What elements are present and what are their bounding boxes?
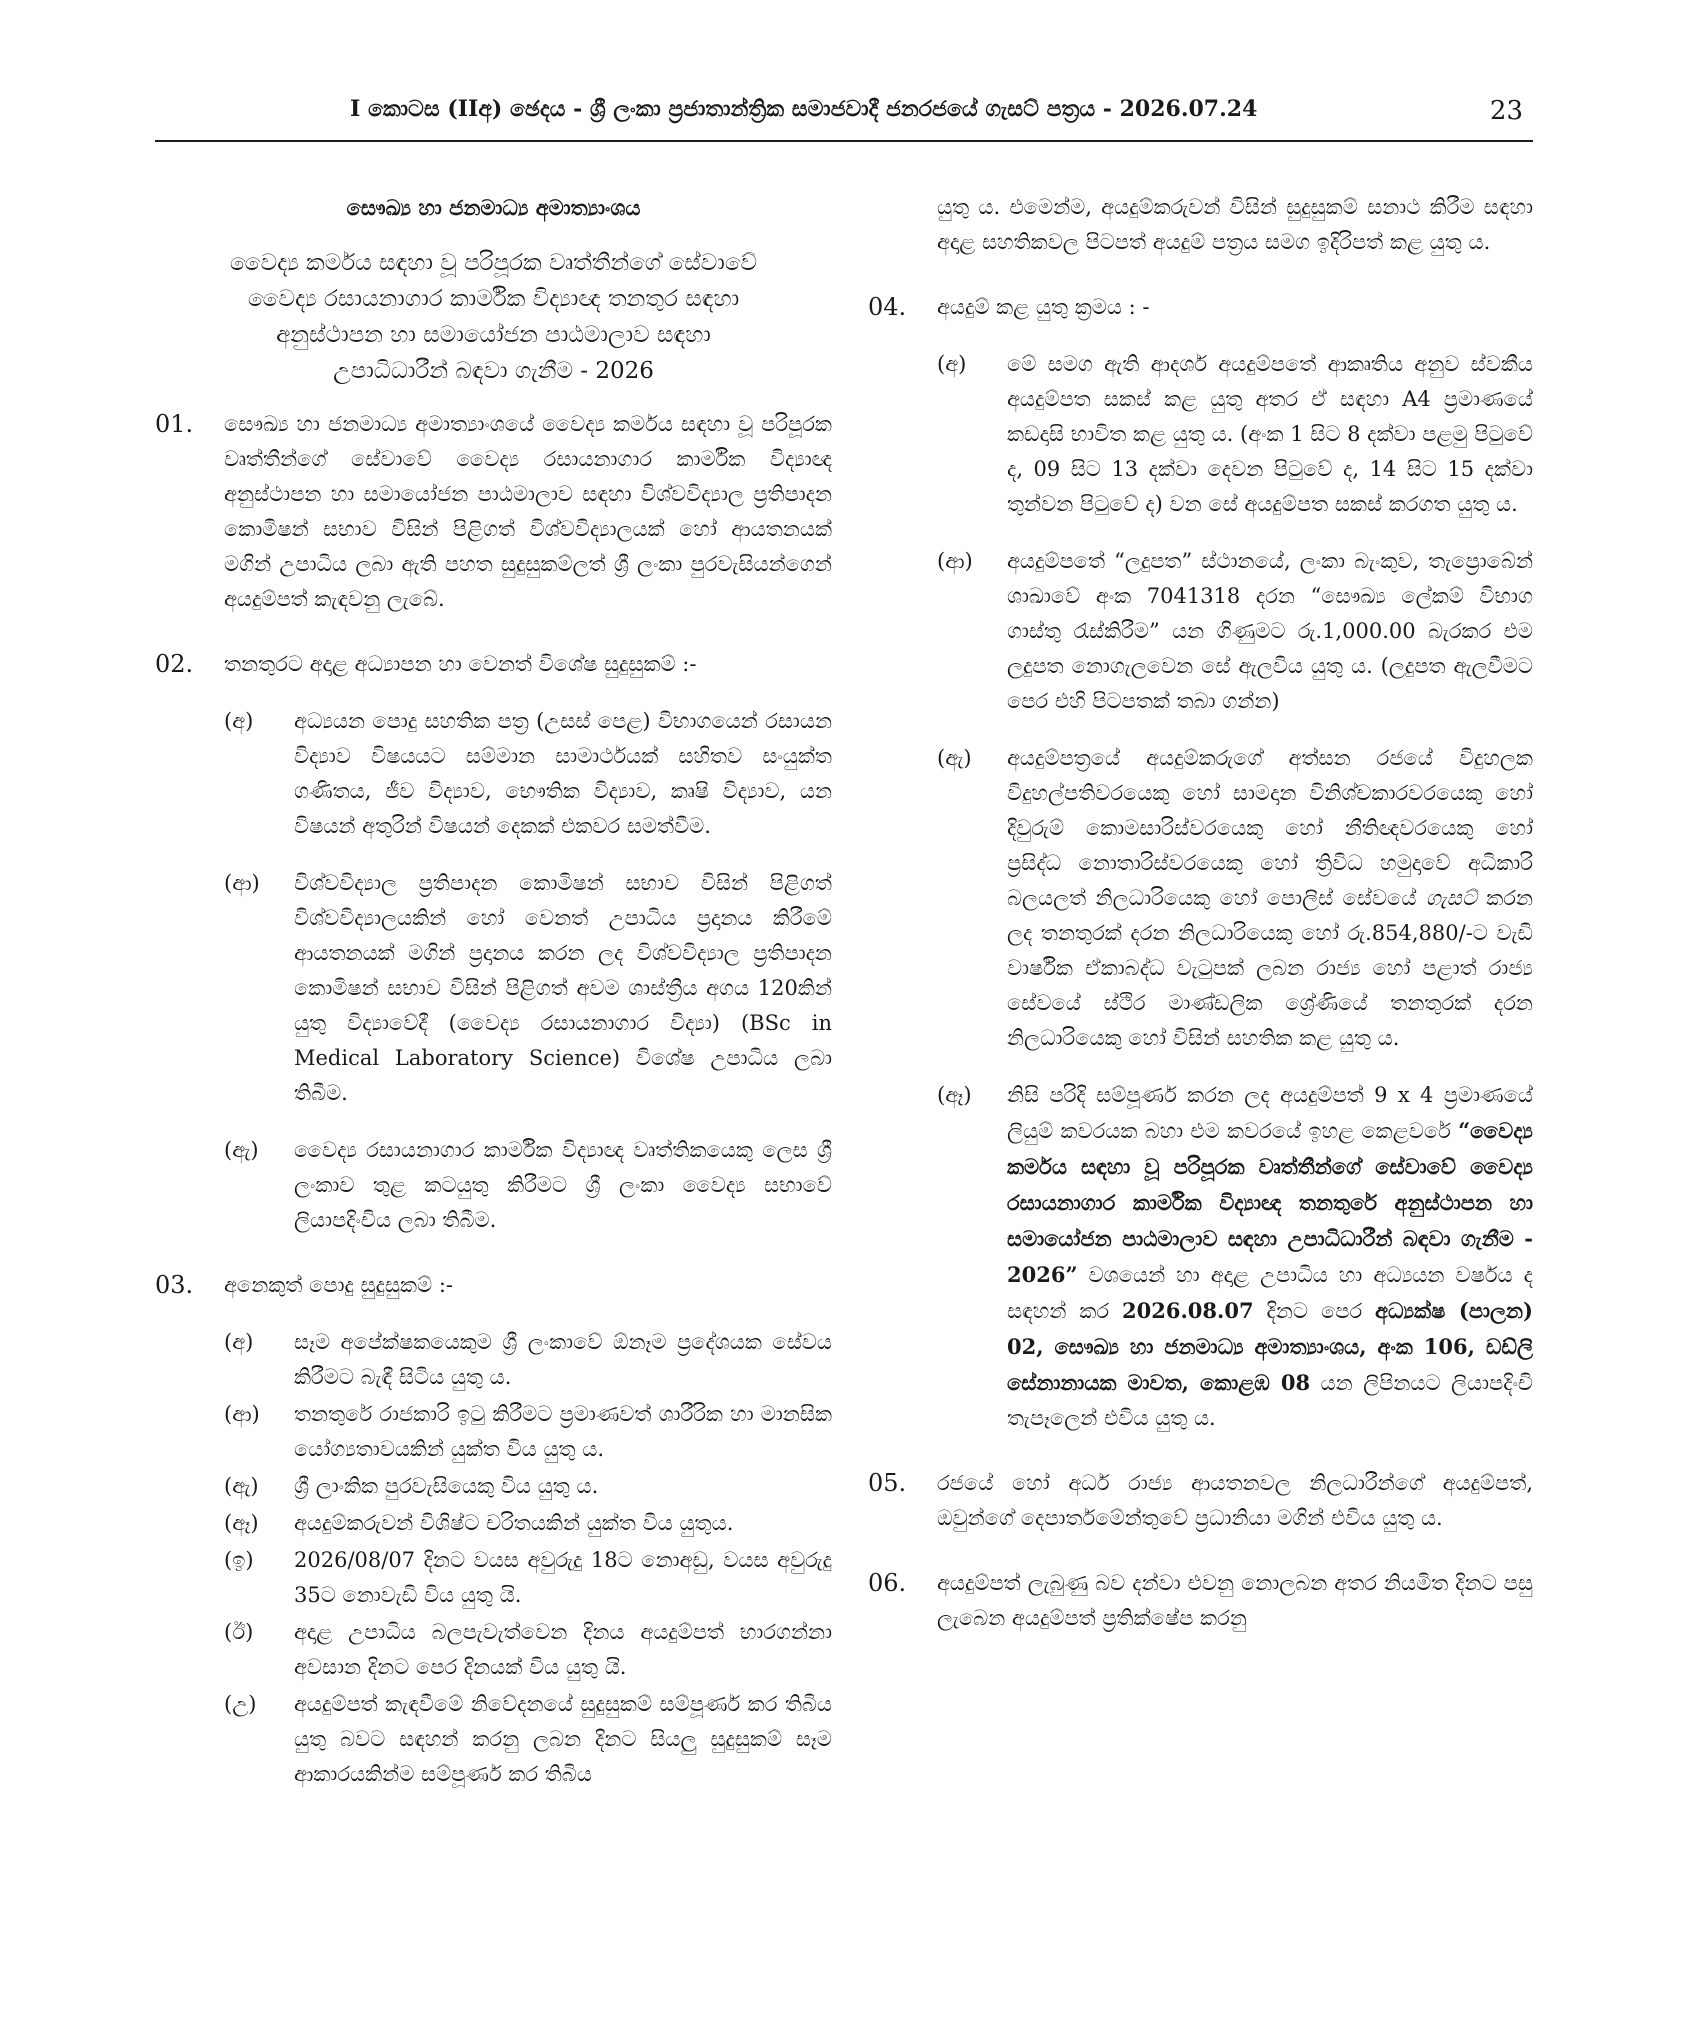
item-text-part: දිනට පෙර <box>1253 1299 1376 1323</box>
item-text: වෛද්‍ය රසායනාගාර කාර්මික විද්‍යාඥ වෘත්තිකයෙකු ලෙස ශ්‍රී ලංකාව තුළ කටයුතු කිරීමට ශ්‍රී ලංකා වෛද්‍ය සභාවේ ලියාපදිංචිය ලබා තිබීම. <box>294 1138 832 1232</box>
notice-title-line: වෛද්‍ය රසායනාගාර කාර්මික විද්‍යාඥ තනතුර සඳහා <box>247 286 740 312</box>
item-label: (ආ) <box>937 549 973 573</box>
item-text: මේ සමග ඇති ආදර්ශ අයදුම්පතේ ආකෘතිය අනුව ස්වකීය අයදුම්පත සකස් කළ යුතු අතර ඒ සඳහා A4 ප්‍රමාණයේ කඩදාසි භාවිත කළ යුතු ය. (අංක 1 සිට 8 දක්වා පළමු පිටුවේ ද, 09 සිට 13 දක්වා දෙවන පිටුවේ ද, 14 සිට 15 දක්වා තුන්වන පිටුවේ ද) වන සේ අයදුම්පත සකස් කරගත යුතු ය. <box>1007 352 1533 516</box>
item-label: (ඊ) <box>224 1620 254 1644</box>
item-text: විශ්වවිද්‍යාල ප්‍රතිපාදන කොමිෂන් සභාව විසින් පිළිගත් විශ්වවිද්‍යාලයකින් හෝ වෙනත් උපාධිය ප්‍රදානය කිරීමේ ආයතනයක් මගින් ප්‍රදානය කරන ලද විශ්වවිද්‍යාල ප්‍රතිපාදන කොමිෂන් සභාව විසින් පිළිගත් අවම ශාස්ත්‍රීය අගය 120කින් යුතු විද්‍යාවේදී (වෛද්‍ය රසායනාගාර විද්‍යා) (BSc in Medical Laboratory Science) විශේෂ උපාධිය ලබා තිබීම. <box>294 871 832 1105</box>
item-label: (ඇ) <box>224 1138 259 1162</box>
item-text: 2026/08/07 දිනට වයස අවුරුදු 18ට නොඅඩු, වයස අවුරුදු 35ට නොවැඩි විය යුතු යි. <box>294 1548 832 1607</box>
item-text: අධ්‍යයන පොදු සහතික පත්‍ර (උසස් පෙළ) විභාගයෙන් රසායන විද්‍යාව විෂයයට සම්මාන සාමාර්ථයක් සහිතව සංයුක්ත ගණිතය, ජීව විද්‍යාව, භෞතික විද්‍යාව, කෘෂි විද්‍යාව, යන විෂයන් අතුරින් විෂයන් දෙකක් එකවර සමත්වීම. <box>294 709 832 838</box>
section-text: අයදුම් කළ යුතු ක්‍රමය : - <box>937 295 1150 319</box>
ministry-heading: සෞඛ්‍ය හා ජනමාධ්‍ය අමාත්‍යාංශය <box>346 195 641 220</box>
item-label: (ඈ) <box>224 1511 259 1535</box>
section-number: 06. <box>868 1569 907 1597</box>
gazette-header-title: I කොටස (IIඅ) ඡෙදය - ශ්‍රී ලංකා ප්‍රජාතාන්ත්‍රික සමාජවාදී ජනරජයේ ගැසට් පත්‍රය - 2026.07.24 <box>350 96 1258 122</box>
closing-date: 2026.08.07 <box>1122 1298 1254 1323</box>
notice-title-line: වෛද්‍ය කර්මය සඳහා වූ පරිපූරක වෘත්තීන්ගේ සේවාවේ <box>229 250 758 276</box>
item-text-part: යන ලිපිනයට ලියාපදිංචි තැපෑලෙන් එවිය යුතු ය. <box>1007 1371 1533 1430</box>
item-text <box>1007 741 1533 1056</box>
list-item <box>937 1078 1533 1436</box>
item-label: (ඈ) <box>937 1083 972 1107</box>
section-02 <box>155 647 832 1238</box>
item-text-italic: ගැසට් <box>1425 886 1477 910</box>
section-number: 04. <box>868 293 907 321</box>
item-text: ශ්‍රී ලාංකික පුරවැසියෙකු විය යුතු ය. <box>294 1474 599 1498</box>
item-label: (ආ) <box>224 871 260 895</box>
item-text-part: කරන ලද තනතුරක් දරන නිලධාරියෙකු හෝ රු.854,880/-ට වැඩි වාර්ෂික ඒකාබද්ධ වැටුපක් ලබන රාජ්‍ය හෝ පළාත් රාජ්‍ය සේවයේ ස්ථිර මාණ්ඩලික ශ්‍රේණියේ තනතුරක් දරන නිලධාරියෙකු හෝ විසින් සහතික කළ යුතු ය. <box>1007 886 1534 1050</box>
section-03 <box>155 1268 832 1792</box>
item-text: අයදුම්කරුවන් විශිෂ්ට චරිතයකින් යුක්ත විය යුතුය. <box>294 1511 734 1535</box>
item-text: අයදුම්පතේ “ලදුපත” ස්ථානයේ, ලංකා බැංකුව, තැප්‍රොබේන් ශාඛාවේ අංක 7041318 දරන “සෞඛ්‍ය ලේකම් විභාග ගාස්තු රැස්කිරීම” යන ගිණුමට රු.1,000.00 බැරකර එම ලදුපත නොගැලවෙන සේ ඇලවිය යුතු ය. (ලදුපත ඇලවීමට පෙර එහි පිටපතක් තබා ගන්න) <box>1007 549 1533 713</box>
envelope-caption: “වෛද්‍ය කර්මය සඳහා වූ පරිපූරක වෘත්තීන්ගේ සේවාවේ වෛද්‍ය රසායනාගාර කාර්මික විද්‍යාඥ තනතුරේ අනුස්ථාපන හා සමායෝජන පාඨමාලාව සඳහා උපාධිධාරීන් බඳවා ගැනීම - 2026” <box>1007 1118 1533 1287</box>
continued-text: යුතු ය. එමෙන්ම, අයදුම්කරුවන් විසින් සුදුසුකම් සනාථ කිරීම සඳහා අදාළ සහතිකවල පිටපත් අයදුම් පත්‍රය සමග ඉදිරිපත් කළ යුතු ය. <box>937 195 1533 254</box>
right-column <box>868 190 1533 1666</box>
section-text: අනෙකුත් පොදු සුදුසුකම් :- <box>224 1273 454 1297</box>
list-item <box>224 1469 832 1504</box>
item-text-part: නිසි පරිදි සම්පූර්ණ කරන ලද අයදුම්පත් 9 x 4 ප්‍රමාණයේ ලියුම් කවරයක බහා එම කවරයේ ඉහළ කෙළවරේ <box>1007 1083 1533 1143</box>
list-item <box>224 1506 832 1541</box>
section-01 <box>155 407 832 617</box>
page-number: 23 <box>1489 96 1523 126</box>
section-05 <box>868 1466 1533 1536</box>
item-label: (අ) <box>224 1330 254 1354</box>
section-text: රජයේ හෝ අර්ධ රාජ්‍ය ආයතනවල නිලධාරීන්ගේ අයදුම්පත්, ඔවුන්ගේ දෙපාර්තමේන්තුවේ ප්‍රධානියා මගින් එවිය යුතු ය. <box>937 1471 1533 1530</box>
section-number: 03. <box>155 1271 194 1299</box>
item-label: (ඉ) <box>224 1548 254 1572</box>
item-text <box>1007 1078 1533 1436</box>
item-text: තනතුරේ රාජකාරි ඉටු කිරීමට ප්‍රමාණවත් ශාරීරික හා මානසික යෝග්‍යතාවයකින් යුක්ත විය යුතු ය. <box>294 1402 832 1461</box>
item-text: සෑම අපේක්ෂකයෙකුම ශ්‍රී ලංකාවේ ඕනෑම ප්‍රදේශයක සේවය කිරීමට බැඳී සිටිය යුතු ය. <box>294 1330 832 1389</box>
section-04 <box>868 290 1533 1436</box>
item-text-part: වශයෙන් හා අදාළ උපාධිය හා අධ්‍යයන වර්ෂය ද සඳහන් කර <box>1007 1263 1533 1323</box>
notice-title-line: අනුස්ථාපන හා සමායෝජන පාඨමාලාව සඳහා <box>276 322 711 348</box>
list-item <box>224 1133 832 1238</box>
section-06 <box>868 1566 1533 1636</box>
section-text: තනතුරට අදාළ අධ්‍යාපන හා වෙනත් විශේෂ සුදුසුකම් :- <box>224 652 697 676</box>
item-label: (අ) <box>224 709 254 733</box>
list-item <box>224 1325 832 1395</box>
list-item <box>224 1687 832 1792</box>
item-label: (ඇ) <box>937 746 972 770</box>
notice-title <box>155 245 832 389</box>
item-text: අයදුම්පත් කැඳවීමේ නිවේදනයේ සුදුසුකම් සම්පූර්ණ කර තිබිය යුතු බවට සඳහන් කරනු ලබන දිනට සියලු සුදුසුකම් සෑම ආකාරයකින්ම සම්පූර්ණ කර තිබිය <box>294 1692 832 1786</box>
list-item <box>224 704 832 844</box>
section-text: අයදුම්පත් ලැබුණු බව දන්වා එවනු නොලබන අතර නියමිත දිනට පසු ලැබෙන අයදුම්පත් ප්‍රතික්ෂේප කරනු <box>937 1571 1533 1630</box>
list-item <box>224 1543 832 1613</box>
list-item <box>937 544 1533 719</box>
list-item <box>937 347 1533 522</box>
section-text: සෞඛ්‍ය හා ජනමාධ්‍ය අමාත්‍යාංශයේ වෛද්‍ය කර්මය සඳහා වූ පරිපූරක වෘත්තීන්ගේ සේවාවේ වෛද්‍ය රසායනාගාර කාර්මික විද්‍යාඥ අනුස්ථාපන හා සමායෝජන පාඨමාලාව සඳහා විශ්වවිද්‍යාල ප්‍රතිපාදන කොමිෂන් සභාව විසින් පිළිගත් විශ්වවිද්‍යාලයක් හෝ ආයතනයක් මගින් උපාධිය ලබා ඇති පහත සුදුසුකම්ලත් ශ්‍රී ලංකා පුරවැසියන්ගෙන් අයදුම්පත් කැඳවනු ලැබේ. <box>224 412 832 611</box>
section-number: 05. <box>868 1469 907 1497</box>
item-label: (උ) <box>224 1692 257 1716</box>
list-item <box>224 1397 832 1467</box>
list-item <box>937 741 1533 1056</box>
list-item <box>224 866 832 1111</box>
section-number: 01. <box>155 410 194 438</box>
item-label: (අ) <box>937 352 967 376</box>
item-label: (ආ) <box>224 1402 260 1426</box>
page-header <box>155 96 1533 142</box>
item-text-part: අයදුම්පත්‍රයේ අයදුම්කරුගේ අත්සන රජයේ විදුහලක විදුහල්පතිවරයෙකු හෝ සාමදාන විනිශ්චකාරවරයෙකු හෝ දිවුරුම් කොමසාරිස්වරයෙකු හෝ නීතිඥවරයෙකු හෝ ප්‍රසිද්ධ නොතාරිස්වරයෙකු හෝ ත්‍රිවිධ හමුදාවේ අධිකාරි බලයලත් නිලධාරියෙකු හෝ පොලිස් සේවයේ <box>1007 746 1533 910</box>
list-item <box>224 1615 832 1685</box>
item-label: (ඇ) <box>224 1474 259 1498</box>
postal-address: අධ්‍යක්ෂ (පාලන) 02, සෞඛ්‍ය හා ජනමාධ්‍ය අමාත්‍යාංශය, අංක 106, ඩඩ්ලි සේනානායක මාවත, කොළඹ 08 <box>1007 1298 1533 1395</box>
item-text: අදාළ උපාධිය බලපැවැත්වෙන දිනය අයදුම්පත් භාරගන්නා අවසාන දිනට පෙර දිනයක් විය යුතු යි. <box>294 1620 832 1679</box>
notice-title-line: උපාධිධාරීන් බඳවා ගැනීම - 2026 <box>333 358 654 384</box>
left-column <box>155 190 832 1822</box>
section-number: 02. <box>155 650 194 678</box>
